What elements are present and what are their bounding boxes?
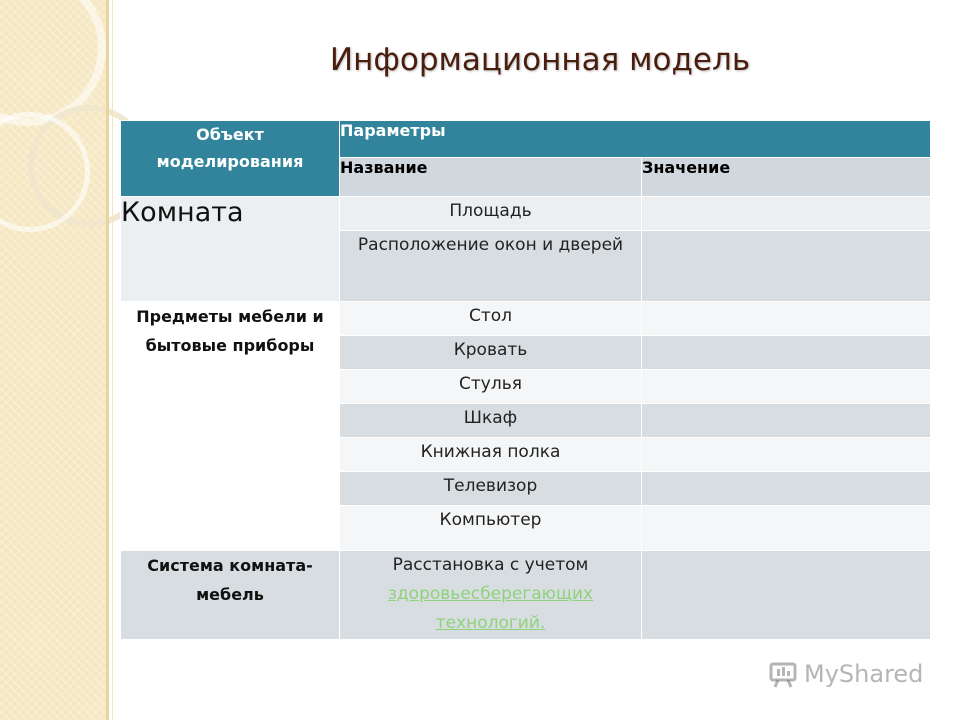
object-furniture: Предметы мебели и бытовые приборы	[121, 302, 340, 551]
header-name: Название	[340, 158, 642, 197]
param-value-cell	[642, 472, 931, 506]
table-header-row	[121, 121, 931, 158]
param-name-cell: Компьютер	[340, 506, 642, 551]
information-model-table	[120, 120, 931, 640]
param-value-cell	[642, 551, 931, 640]
param-name-cell: Шкаф	[340, 404, 642, 438]
side-divider-line	[106, 0, 109, 720]
object-system: Система комната-мебель	[121, 551, 340, 640]
param-name-cell: Площадь	[340, 197, 642, 231]
param-name-cell: Телевизор	[340, 472, 642, 506]
param-name-cell: Стулья	[340, 370, 642, 404]
param-value-cell	[642, 231, 931, 302]
param-name-cell	[340, 551, 642, 640]
param-value-cell	[642, 370, 931, 404]
param-value-cell	[642, 336, 931, 370]
param-name-cell: Расположение окон и дверей	[340, 231, 642, 302]
param-value-cell	[642, 506, 931, 551]
param-name-cell: Книжная полка	[340, 438, 642, 472]
header-parameters: Параметры	[340, 121, 931, 158]
param-value-cell	[642, 197, 931, 231]
header-value: Значение	[642, 158, 931, 197]
watermark-text: MyShared	[804, 660, 924, 688]
side-divider-line	[112, 0, 113, 720]
param-value-cell	[642, 438, 931, 472]
param-name-cell: Стол	[340, 302, 642, 336]
table-row	[121, 551, 931, 640]
header-object: Объект моделирования	[121, 121, 340, 197]
param-text: Расстановка с учетом	[392, 555, 589, 575]
decorative-side-band	[0, 0, 106, 720]
table-row	[121, 302, 931, 336]
object-room: Комната	[121, 197, 340, 302]
table-row	[121, 197, 931, 231]
health-tech-link[interactable]: здоровьесберегающих технологий.	[387, 584, 594, 633]
param-name-cell: Кровать	[340, 336, 642, 370]
param-value-cell	[642, 302, 931, 336]
presentation-icon	[768, 659, 798, 689]
param-value-cell	[642, 404, 931, 438]
watermark	[768, 656, 923, 692]
slide-title: Информационная модель	[329, 42, 751, 78]
